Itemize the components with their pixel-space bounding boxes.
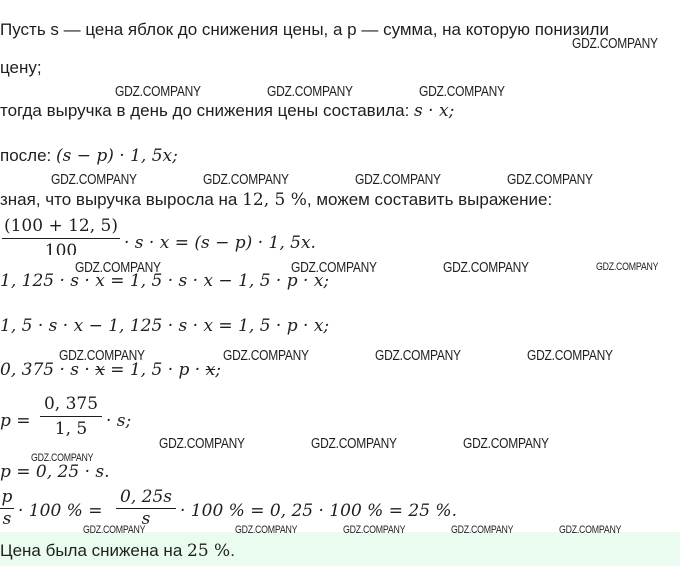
watermark: GDZ.COMPANY [463, 435, 549, 452]
eq1-fraction-bar [2, 238, 120, 239]
eq7-denominator-2: s [141, 509, 151, 529]
watermark: GDZ.COMPANY [451, 524, 514, 536]
eq3: 1, 5 · s · x − 1, 125 · s · x = 1, 5 · p · x; [0, 316, 330, 336]
answer-text-c: . [230, 541, 235, 560]
revenue-after-formula: (s − p) · 1, 5x; [55, 146, 178, 166]
watermark: GDZ.COMPANY [507, 171, 593, 188]
eq4-a: 0, 375 · s · [0, 360, 96, 380]
watermark: GDZ.COMPANY [83, 524, 146, 536]
eq2: 1, 125 · s · x = 1, 5 · s · x − 1, 5 · p · x; [0, 271, 330, 291]
watermark: GDZ.COMPANY [75, 259, 161, 276]
watermark: GDZ.COMPANY [527, 347, 613, 364]
eq4-c: = 1, 5 · p · [104, 360, 206, 380]
eq7-fraction-1 [0, 487, 14, 529]
revenue-before-text: тогда выручка в день до снижения цены составила: [0, 101, 415, 120]
watermark: GDZ.COMPANY [203, 171, 289, 188]
watermark: GDZ.COMPANY [291, 259, 377, 276]
watermark: GDZ.COMPANY [559, 524, 622, 536]
watermark: GDZ.COMPANY [343, 524, 406, 536]
increase-text-b: , можем составить выражение: [306, 190, 553, 209]
answer-value: 25 % [187, 541, 231, 561]
watermark: GDZ.COMPANY [235, 524, 298, 536]
eq7-fraction-2 [116, 487, 176, 529]
eq1-rest: · s · x = (s − p) · 1, 5x. [124, 233, 316, 253]
eq7-mid: · 100 % = [18, 501, 103, 521]
eq5-numerator: 0, 375 [43, 394, 99, 414]
revenue-before-line [0, 100, 454, 122]
eq5-fraction [40, 394, 102, 439]
watermark: GDZ.COMPANY [115, 83, 201, 100]
increase-percent: 12, 5 % [242, 190, 307, 210]
eq4-cancel-x2: x [205, 360, 216, 380]
watermark: GDZ.COMPANY [159, 435, 245, 452]
eq6: p = 0, 25 · s. [0, 462, 110, 482]
answer-line [0, 540, 235, 562]
watermark: GDZ.COMPANY [59, 347, 145, 364]
watermark: GDZ.COMPANY [375, 347, 461, 364]
eq1-fraction [2, 216, 120, 255]
eq7-numerator-1: p [1, 487, 13, 507]
eq5-fraction-bar [40, 416, 102, 417]
eq4-e: ; [215, 360, 221, 380]
watermark: GDZ.COMPANY [419, 83, 505, 100]
eq1-denominator: 100 [44, 241, 78, 255]
revenue-after-line [0, 145, 178, 167]
eq5-denominator: 1, 5 [54, 419, 88, 439]
watermark: GDZ.COMPANY [223, 347, 309, 364]
eq4-cancel-x1: x [95, 360, 105, 380]
eq7-numerator-2: 0, 25s [120, 487, 172, 507]
watermark: GDZ.COMPANY [596, 261, 659, 273]
watermark: GDZ.COMPANY [355, 171, 441, 188]
eq1-numerator: (100 + 12, 5) [3, 216, 119, 236]
increase-text-a: зная, что выручка выросла на [0, 190, 243, 209]
watermark: GDZ.COMPANY [31, 452, 94, 464]
problem-line-1: Пусть s — цена яблок до снижения цены, а p — сумма, на которую понизили [0, 20, 609, 39]
eq5-rest: · s; [106, 411, 132, 431]
watermark: GDZ.COMPANY [267, 83, 353, 100]
watermark: GDZ.COMPANY [51, 171, 137, 188]
revenue-after-text: после: [0, 146, 56, 165]
watermark: GDZ.COMPANY [572, 35, 658, 52]
watermark: GDZ.COMPANY [311, 435, 397, 452]
watermark: GDZ.COMPANY [443, 259, 529, 276]
answer-text-a: Цена была снижена на [0, 541, 187, 560]
eq7-denominator-1: s [2, 509, 12, 529]
eq5-lhs: p = [0, 411, 31, 431]
eq7-rest: · 100 % = 0, 25 · 100 % = 25 %. [180, 501, 457, 521]
problem-line-2: цену; [0, 58, 42, 77]
revenue-before-formula: s · x; [414, 101, 455, 121]
increase-line [0, 189, 552, 211]
